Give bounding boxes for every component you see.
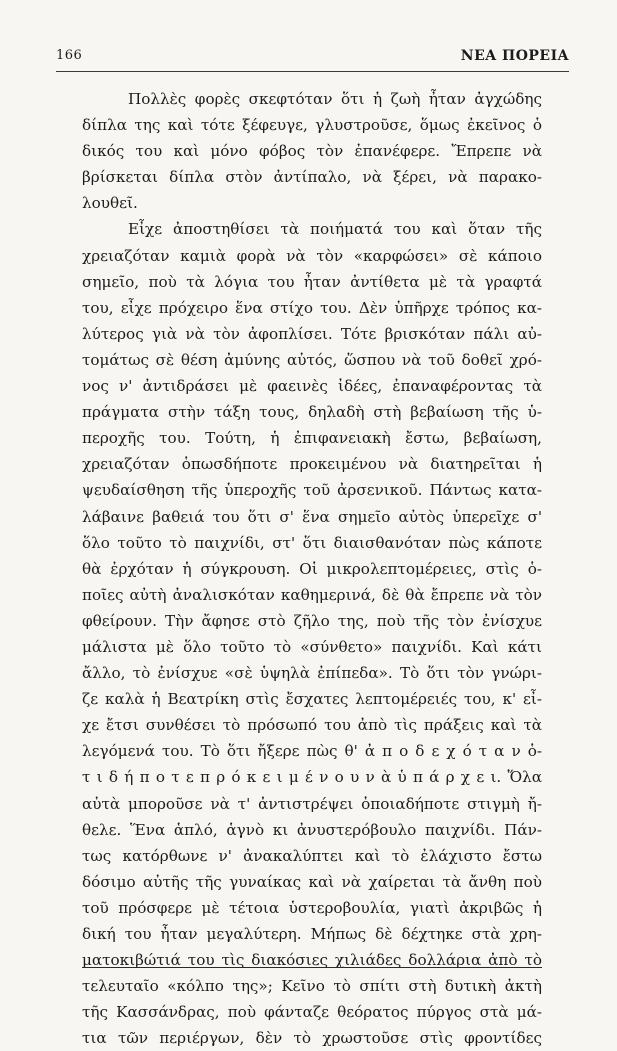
text-line: δικός του καὶ μόνο φόβος τὸν ἐπανέφερε. Ἔπρεπε νὰ: [82, 142, 542, 161]
text-line: τελευταῖο «κόλπο της»; Κεῖνο τὸ σπίτι στὴ δυτικὴ ἀκτὴ: [82, 977, 542, 996]
text-line: δική του ἦταν μεγαλύτερη. Μήπως δὲ δέχτηκε στὰ χρη-: [82, 925, 542, 943]
text-line: λάβαινε βαθειά του ὅτι σ' ἕνα σημεῖο αὐτὸς ὑπερεῖχε σ': [82, 507, 542, 526]
text-line: σημεῖο, ποὺ τὰ λόγια του ἦταν ἀντίθετα μὲ τὰ γραφτά: [82, 272, 542, 291]
text-line: τως κατόρθωνε ν' ἀνακαλύπτει καὶ τὸ ἐλάχιστο ἔστω: [82, 846, 542, 865]
journal-title: ΝΕΑ ΠΟΡΕΙΑ: [460, 48, 569, 64]
text-line: θὰ ἐρχόταν ἡ σύγκρουση. Οἱ μικρολεπτομέρειες, στὶς ὁ-: [82, 559, 542, 578]
text-line: ψευδαίσθηση τῆς ὑπεροχῆς τοῦ ἀρσενικοῦ. Πάντως κατα-: [82, 481, 542, 500]
text-line: μάλιστα μὲ ὅλο τοῦτο τὸ «σύνθετο» παιχνίδι. Καὶ κάτι: [82, 637, 542, 656]
text-line: τια τῶν περιέργων, δὲν τὸ χρωστοῦσε στὶς φροντίδες: [82, 1029, 542, 1048]
text-line: δόσιμο αὐτῆς τῆς γυναίκας καὶ νὰ χαίρεται τὰ ἄνθη ποὺ: [82, 872, 542, 891]
text-line: ζε καλὰ ἡ Βεατρίκη στὶς ἔσχατες λεπτομέρειές του, κ' εἶ-: [82, 690, 542, 709]
text-line: χρειαζόταν ὁπωσδήποτε προκειμένου νὰ διατηρεῖται ἡ: [82, 455, 542, 474]
text-line: πράγματα στὴν τάξη τους, δηλαδὴ στὴ βεβαίωση τῆς ὑ-: [82, 403, 542, 422]
text-line: θελε. Ἕνα ἁπλό, ἁγνὸ κι ἀνυστερόβουλο παιχνίδι. Πάν-: [82, 820, 542, 839]
text-line: χε ἔτσι συνθέσει τὸ πρόσωπό του ἀπὸ τὶς πράξεις καὶ τὰ: [82, 716, 542, 735]
text-line: ματοκιβώτιά του τὶς διακόσιες χιλιάδες δολλάρια ἀπὸ τὸ: [82, 951, 542, 970]
text-line: λύτερος γιὰ νὰ τὸν ἀφοπλίσει. Τότε βρισκόταν πάλι αὐ-: [82, 324, 542, 343]
page-number: 166: [56, 48, 83, 63]
text-line: Εἶχε ἀποστηθίσει τὰ ποιήματά του καὶ ὅταν τῆς: [128, 220, 542, 239]
text-line: δίπλα της καὶ τότε ξέφευγε, γλυστροῦσε, ὅμως ἐκεῖνος ὁ: [82, 116, 542, 135]
text-line: ἄλλο, τὸ ἐνίσχυε «σὲ ὑψηλὰ ἐπίπεδα». Τὸ ὅτι τὸν γνώρι-: [82, 664, 542, 683]
text-line: νος ν' ἀντιδράσει μὲ φαεινὲς ἰδέες, ἐπαναφέροντας τὰ: [82, 377, 542, 396]
text-line: του, εἶχε πρόχειρο ἕνα στίχο του. Δὲν ὑπῆρχε τρόπος κα-: [82, 298, 542, 317]
text-line: ὅλο τοῦτο τὸ παιχνίδι, στ' ὅτι διαισθανόταν πὼς κάποτε: [82, 533, 542, 552]
text-line: λουθεῖ.: [82, 194, 138, 213]
bottom-rule: [82, 967, 542, 968]
text-line: τ ι δ ή π ο τ ε π ρ ό κ ε ι μ έ ν ο υ ν ὰ ὑ π ά ρ χ ε ι. Ὅλα: [82, 768, 542, 787]
text-line: τοῦ πρόσφερε μὲ τέτοια ὑστεροβουλία, γιατὶ ἀκριβῶς ἡ: [82, 898, 542, 917]
text-line: Πολλὲς φορὲς σκεφτόταν ὅτι ἡ ζωὴ ἦταν ἀγχώδης: [128, 90, 542, 108]
running-head: [56, 48, 569, 68]
body-text: [82, 86, 542, 1051]
text-line: φθείρουν. Τὴν ἄφησε στὸ ζῆλο της, ποὺ τῆς τὸν ἐνίσχυε: [82, 611, 542, 630]
text-line: βρίσκεται δίπλα στὸν ἀντίπαλο, νὰ ξέρει, νὰ παρακο-: [82, 168, 542, 187]
text-line: αὐτὰ μποροῦσε νὰ τ' ἀντιστρέψει ὁποιαδήποτε στιγμὴ ἤ-: [82, 794, 542, 813]
text-line: ποῖες αὐτὴ ἀναλισκόταν καθημερινά, δὲ θὰ ἔπρεπε νὰ τὸν: [82, 585, 542, 604]
text-line: χρειαζόταν καμιὰ φορὰ νὰ τὸν «καρφώσει» σὲ κάποιο: [82, 246, 542, 265]
header-rule: [56, 71, 569, 72]
text-line: περοχῆς του. Τούτη, ἡ ἐπιφανειακὴ ἔστω, βεβαίωση,: [82, 429, 542, 448]
text-line: τῆς Κασσάνδρας, ποὺ φάνταζε θεόρατος πύργος στὰ μά-: [82, 1003, 542, 1022]
text-line: λεγόμενά του. Τὸ ὅτι ἤξερε πὼς θ' ἀ π ο δ ε χ ό τ α ν ὁ-: [82, 742, 542, 761]
text-line: τομάτως σὲ θέση ἀμύνης αὐτός, ὥσπου νὰ τοῦ δοθεῖ χρό-: [82, 350, 542, 369]
